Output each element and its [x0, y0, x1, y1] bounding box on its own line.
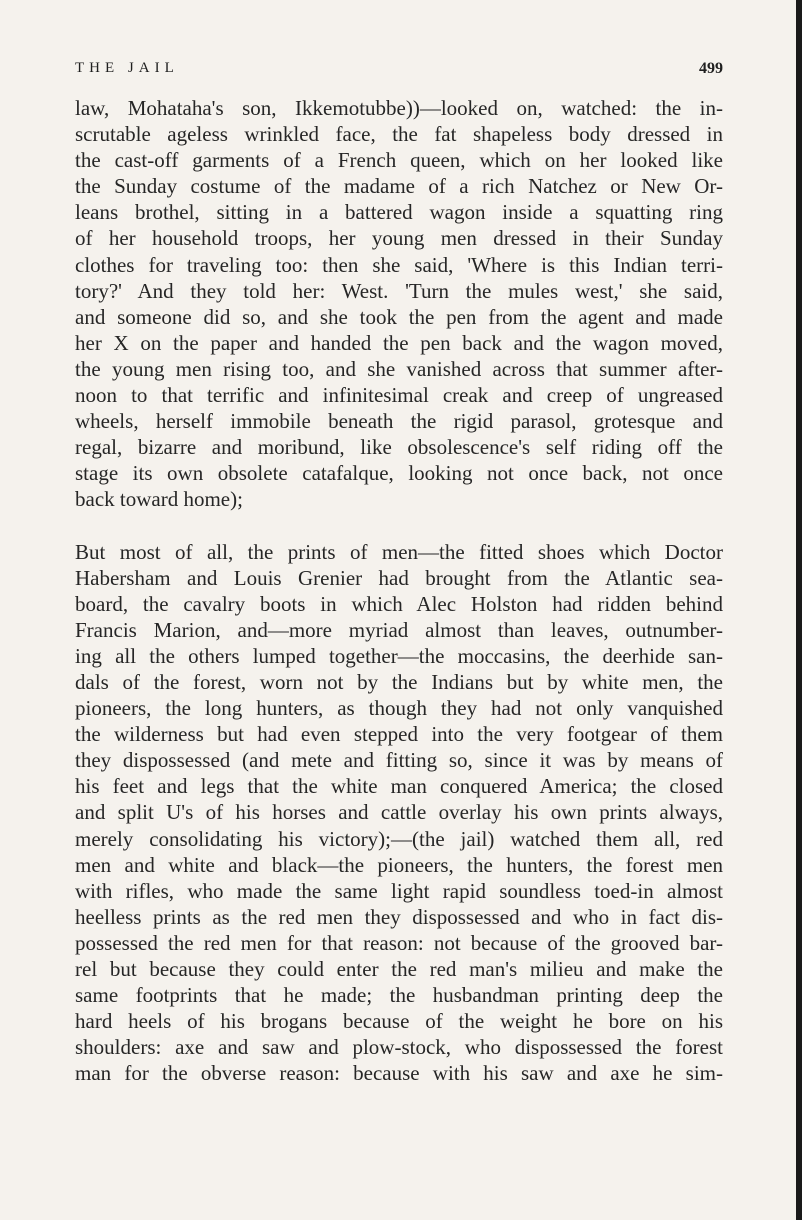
text-line: and someone did so, and she took the pen from the agent and made	[75, 304, 723, 329]
text-line: the wilderness but had even stepped into the very footgear of them	[75, 722, 723, 747]
paragraph-spacer	[75, 513, 723, 539]
text-line: with rifles, who made the same light rapid soundless toed-in almost	[75, 878, 723, 903]
page-number: 499	[699, 60, 723, 77]
text-line: law, Mohataha's son, Ikkemotubbe))—looked on, watched: the in-	[75, 96, 723, 120]
page-header	[75, 54, 723, 84]
text-line: dals of the forest, worn not by the Indians but by white men, the	[75, 669, 723, 694]
text-line: shoulders: axe and saw and plow-stock, who dispossessed the forest	[75, 1035, 723, 1060]
text-line: and split U's of his horses and cattle overlay his own prints always,	[75, 800, 723, 825]
text-line: scrutable ageless wrinkled face, the fat shapeless body dressed in	[75, 122, 723, 147]
body-text	[75, 95, 723, 1086]
text-line: man for the obverse reason: because with his saw and axe he sim-	[75, 1061, 723, 1086]
text-line: tory?' And they told her: West. 'Turn the mules west,' she said,	[75, 278, 723, 303]
text-line: Francis Marion, and—more myriad almost than leaves, outnumber-	[75, 617, 723, 642]
text-line: her X on the paper and handed the pen back and the wagon moved,	[75, 330, 723, 355]
text-line: But most of all, the prints of men—the fitted shoes which Doctor	[75, 539, 723, 564]
text-line: rel but because they could enter the red man's milieu and make the	[75, 957, 723, 981]
text-line: ing all the others lumped together—the moccasins, the deerhide san-	[75, 643, 723, 668]
text-line: the cast-off garments of a French queen, which on her looked like	[75, 148, 723, 173]
text-line: clothes for traveling too: then she said, 'Where is this Indian terri-	[75, 252, 723, 277]
text-line: hard heels of his brogans because of the weight he bore on his	[75, 1009, 723, 1034]
text-line: board, the cavalry boots in which Alec Holston had ridden behind	[75, 591, 723, 616]
text-line: heelless prints as the red men they dispossessed and who in fact dis-	[75, 904, 723, 929]
text-line: they dispossessed (and mete and fitting so, since it was by means of	[75, 748, 723, 773]
text-line: leans brothel, sitting in a battered wagon inside a squatting ring	[75, 200, 723, 225]
text-line: of her household troops, her young men dressed in their Sunday	[75, 226, 723, 251]
text-line: his feet and legs that the white man conquered America; the closed	[75, 774, 723, 799]
text-line: wheels, herself immobile beneath the rigid parasol, grotesque and	[75, 409, 723, 434]
paragraph-2	[75, 539, 723, 1087]
text-line: the young men rising too, and she vanished across that summer after-	[75, 356, 723, 381]
text-line: men and white and black—the pioneers, the hunters, the forest men	[75, 852, 723, 877]
text-line: merely consolidating his victory);—(the jail) watched them all, red	[75, 826, 723, 851]
text-line: possessed the red men for that reason: not because of the grooved bar-	[75, 930, 723, 955]
page-edge-shadow	[796, 0, 802, 1220]
text-line: pioneers, the long hunters, as though they had not only vanquished	[75, 696, 723, 721]
running-head: THE JAIL	[75, 60, 179, 76]
text-line: same footprints that he made; the husbandman printing deep the	[75, 983, 723, 1008]
text-line: the Sunday costume of the madame of a rich Natchez or New Or-	[75, 174, 723, 199]
text-line: Habersham and Louis Grenier had brought from the Atlantic sea-	[75, 565, 723, 590]
paragraph-1	[75, 95, 723, 513]
text-line: noon to that terrific and infinitesimal creak and creep of ungreased	[75, 383, 723, 408]
text-line: back toward home);	[75, 487, 243, 512]
text-line: regal, bizarre and moribund, like obsolescence's self riding off the	[75, 435, 723, 460]
text-line: stage its own obsolete catafalque, looking not once back, not once	[75, 461, 723, 486]
